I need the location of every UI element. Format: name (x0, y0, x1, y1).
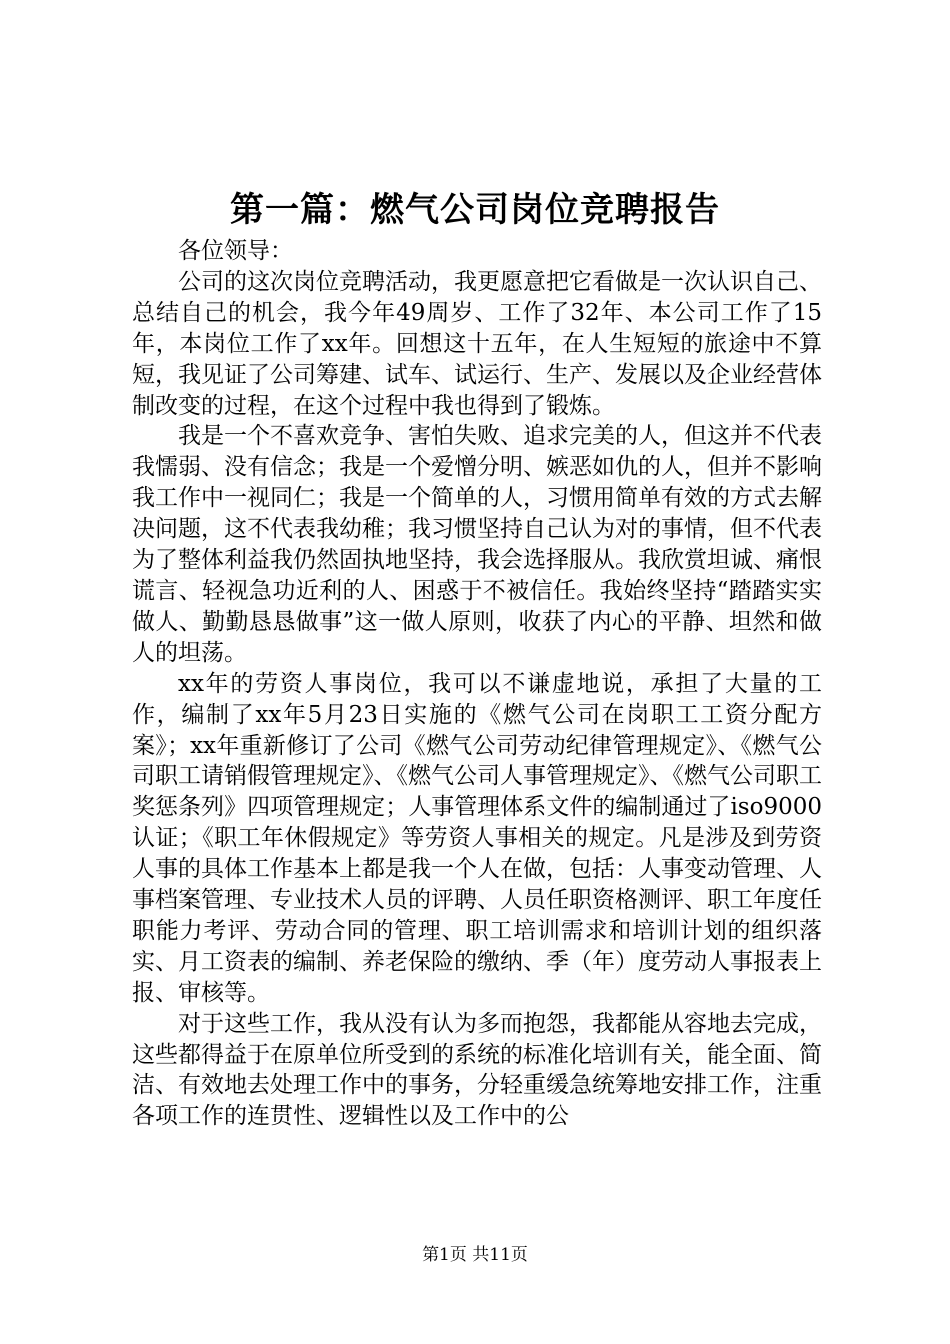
document-body (132, 236, 822, 1132)
document-title: 第一篇：燃气公司岗位竞聘报告 (230, 190, 720, 230)
paragraph: xx年的劳资人事岗位，我可以不谦虚地说，承担了大量的工作，编制了xx年5月23日实施的《燃气公司在岗职工工资分配方案》；xx年重新修订了公司《燃气公司劳动纪律管理规定》、《燃气公司职工请销假管理规定》、《燃气公司人事管理规定》、《燃气公司职工奖惩条列》四项管理规定；人事管理体系文件的编制通过了iso9000认证；《职工年休假规定》等劳资人事相关的规定。凡是涉及到劳资人事的具体工作基本上都是我一个人在做，包括：人事变动管理、人事档案管理、专业技术人员的评聘、人员任职资格测评、职工年度任职能力考评、劳动合同的管理、职工培训需求和培训计划的组织落实、月工资表的编制、养老保险的缴纳、季（年）度劳动人事报表上报、审核等。 (132, 670, 822, 1006)
paragraph: 我是一个不喜欢竞争、害怕失败、追求完美的人，但这并不代表我懦弱、没有信念；我是一个爱憎分明、嫉恶如仇的人，但并不影响我工作中一视同仁；我是一个简单的人，习惯用简单有效的方式去解决问题，这不代表我幼稚；我习惯坚持自己认为对的事情，但不代表为了整体利益我仍然固执地坚持，我会选择服从。我欣赏坦诚、痛恨谎言、轻视急功近利的人、困惑于不被信任。我始终坚持“踏踏实实做人、勤勤恳恳做事”这一做人原则，收获了内心的平静、坦然和做人的坦荡。 (132, 423, 822, 666)
paragraph: 对于这些工作，我从没有认为多而抱怨，我都能从容地去完成，这些都得益于在原单位所受到的系统的标准化培训有关，能全面、简洁、有效地去处理工作中的事务，分轻重缓急统筹地安排工作，注重各项工作的连贯性、逻辑性以及工作中的公 (132, 1010, 822, 1130)
page-footer: 第1页 共11页 (422, 1245, 528, 1265)
paragraph: 公司的这次岗位竞聘活动，我更愿意把它看做是一次认识自己、总结自己的机会，我今年49周岁、工作了32年、本公司工作了15年，本岗位工作了xx年。回想这十五年，在人生短短的旅途中不算短，我见证了公司筹建、试车、试运行、生产、发展以及企业经营体制改变的过程，在这个过程中我也得到了锻炼。 (132, 268, 822, 419)
salutation: 各位领导： (178, 238, 293, 264)
